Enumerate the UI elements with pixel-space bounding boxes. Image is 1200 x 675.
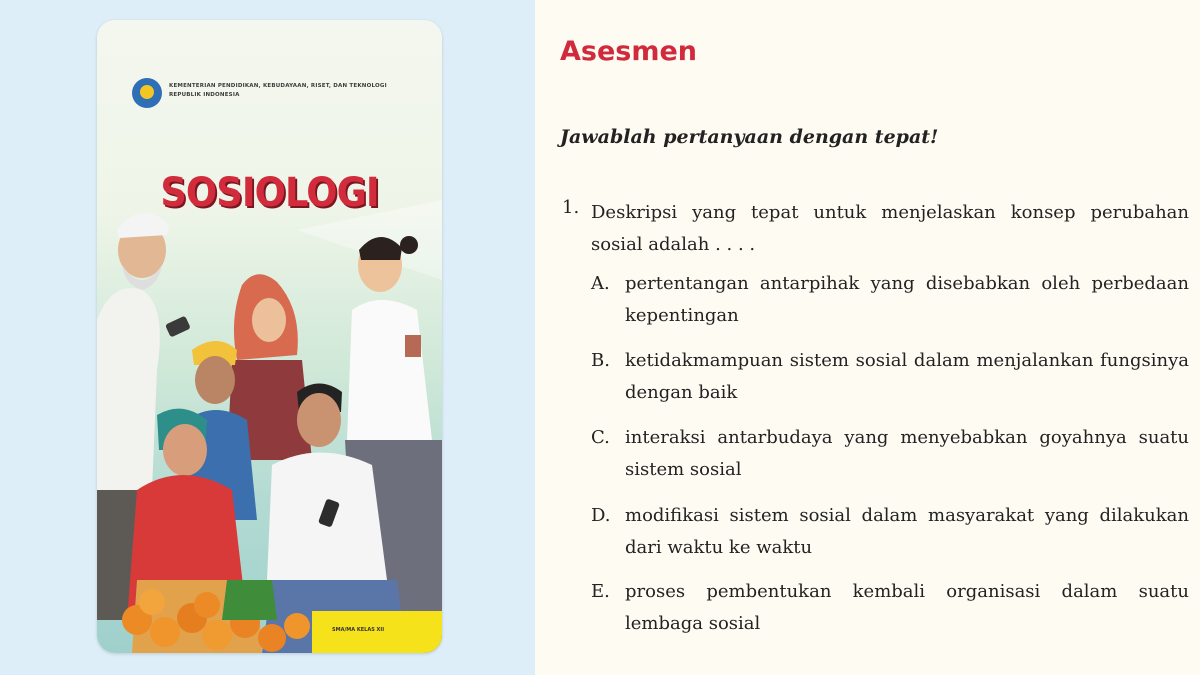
option-text: interaksi antarbudaya yang menyebabkan goyahnya suatu sistem sosial [625,427,1189,480]
option-letter: A. [591,273,610,294]
option-letter: D. [591,505,611,526]
assessment-heading: Asesmen [560,36,698,67]
option-letter: B. [591,350,610,371]
grade-label: SMA/MA KELAS XII [332,627,385,633]
ministry-line-2: REPUBLIK INDONESIA [169,92,240,98]
assessment-panel [535,0,1200,675]
cover-title: SOSIOLOGI [160,170,379,216]
option-text: ketidakmampuan sistem sosial dalam menjalankan fungsinya dengan baik [625,350,1189,403]
question-text: Deskripsi yang tepat untuk menjelaskan konsep perubahan sosial adalah . . . . [591,202,1189,255]
option-letter: E. [591,581,610,602]
option-text: proses pembentukan kembali organisasi dalam suatu lembaga sosial [625,581,1189,634]
option-text: modifikasi sistem sosial dalam masyarakat yang dilakukan dari waktu ke waktu [625,505,1189,558]
option-text: pertentangan antarpihak yang disebabkan oleh perbedaan kepentingan [625,273,1189,326]
cover-illustration [97,20,442,653]
instruction-text: Jawablah pertanyaan dengan tepat! [560,126,939,148]
cover-panel [0,0,535,675]
grade-band [312,611,442,653]
book-cover [97,20,442,653]
ministry-line-1: KEMENTERIAN PENDIDIKAN, KEBUDAYAAN, RISET, DAN TEKNOLOGI [169,83,387,89]
question-number: 1. [562,197,580,218]
option-letter: C. [591,427,610,448]
